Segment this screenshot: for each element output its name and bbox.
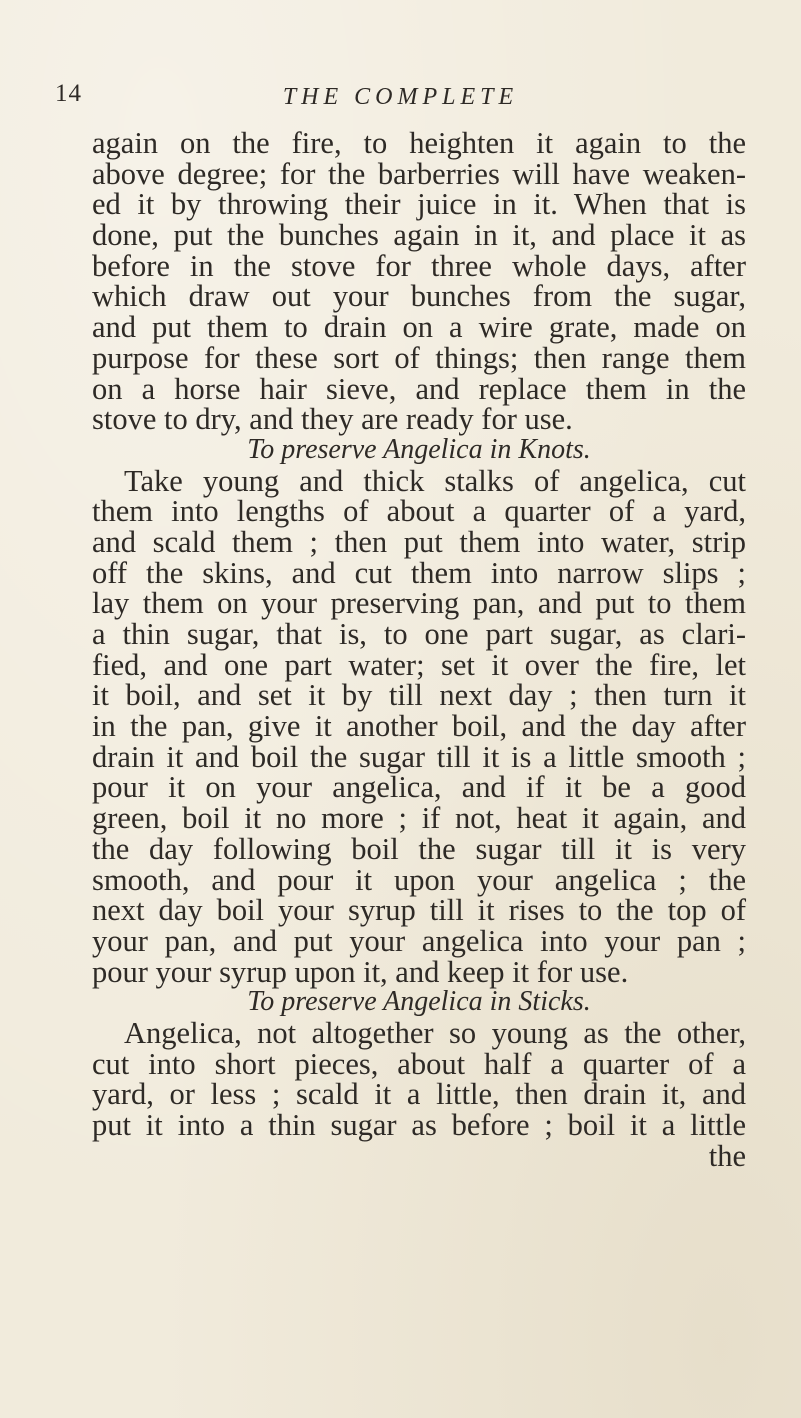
page-body (92, 128, 746, 1171)
text-line: ed it by throwing their juice in it. When that is (92, 187, 746, 222)
text-line: green, boil it no more ; if not, heat it again, and (92, 801, 746, 836)
running-head: THE COMPLETE (282, 84, 519, 110)
text-line: and put them to drain on a wire grate, made on (92, 310, 746, 345)
text-line: which draw out your bunches from the sugar, (92, 279, 746, 314)
page-number: 14 (55, 80, 82, 107)
text-line: on a horse hair sieve, and replace them in the (92, 371, 746, 406)
text-line: purpose for these sort of things; then range them (92, 340, 746, 375)
text-line: before in the stove for three whole days, after (92, 248, 746, 283)
text-line: Take young and thick stalks of angelica, cut (124, 463, 746, 498)
text-line: a thin sugar, that is, to one part sugar, as clari- (92, 617, 746, 651)
text-line: next day boil your syrup till it rises to the top of (92, 893, 746, 928)
text-line: pour your syrup upon it, and keep it for use. (92, 954, 629, 989)
recipe-heading: To preserve Angelica in Knots. (247, 433, 591, 465)
text-line: Angelica, not altogether so young as the other, (124, 1015, 746, 1050)
text-line: above degree; for the barberries will have weaken- (92, 156, 746, 191)
catchword: the (708, 1138, 746, 1173)
text-line: put it into a thin sugar as before ; boil it a little (92, 1108, 746, 1142)
text-line: done, put the bunches again in it, and place it as (92, 218, 746, 253)
text-line: again on the fire, to heighten it again to the (92, 126, 746, 160)
text-line: and scald them ; then put them into water, strip (92, 524, 746, 559)
text-line: them into lengths of about a quarter of a yard, (92, 494, 746, 529)
text-line: in the pan, give it another boil, and the day after (92, 709, 746, 744)
text-line: yard, or less ; scald it a little, then drain it, and (92, 1077, 746, 1112)
text-line: lay them on your preserving pan, and put to them (92, 586, 746, 621)
text-line: it boil, and set it by till next day ; then turn it (92, 678, 746, 713)
text-line: drain it and boil the sugar till it is a little smooth ; (92, 739, 746, 774)
recipe-heading: To preserve Angelica in Sticks. (247, 986, 591, 1018)
text-line: smooth, and pour it upon your angelica ; the (92, 862, 746, 897)
text-line: cut into short pieces, about half a quarter of a (92, 1046, 746, 1081)
text-line: your pan, and put your angelica into your pan ; (92, 923, 746, 958)
text-line: pour it on your angelica, and if it be a good (92, 770, 746, 805)
text-line: the day following boil the sugar till it is very (92, 831, 746, 866)
text-line: stove to dry, and they are ready for use. (92, 402, 573, 437)
text-line: fied, and one part water; set it over the fire, let (92, 647, 746, 682)
text-line: off the skins, and cut them into narrow slips ; (92, 555, 746, 590)
